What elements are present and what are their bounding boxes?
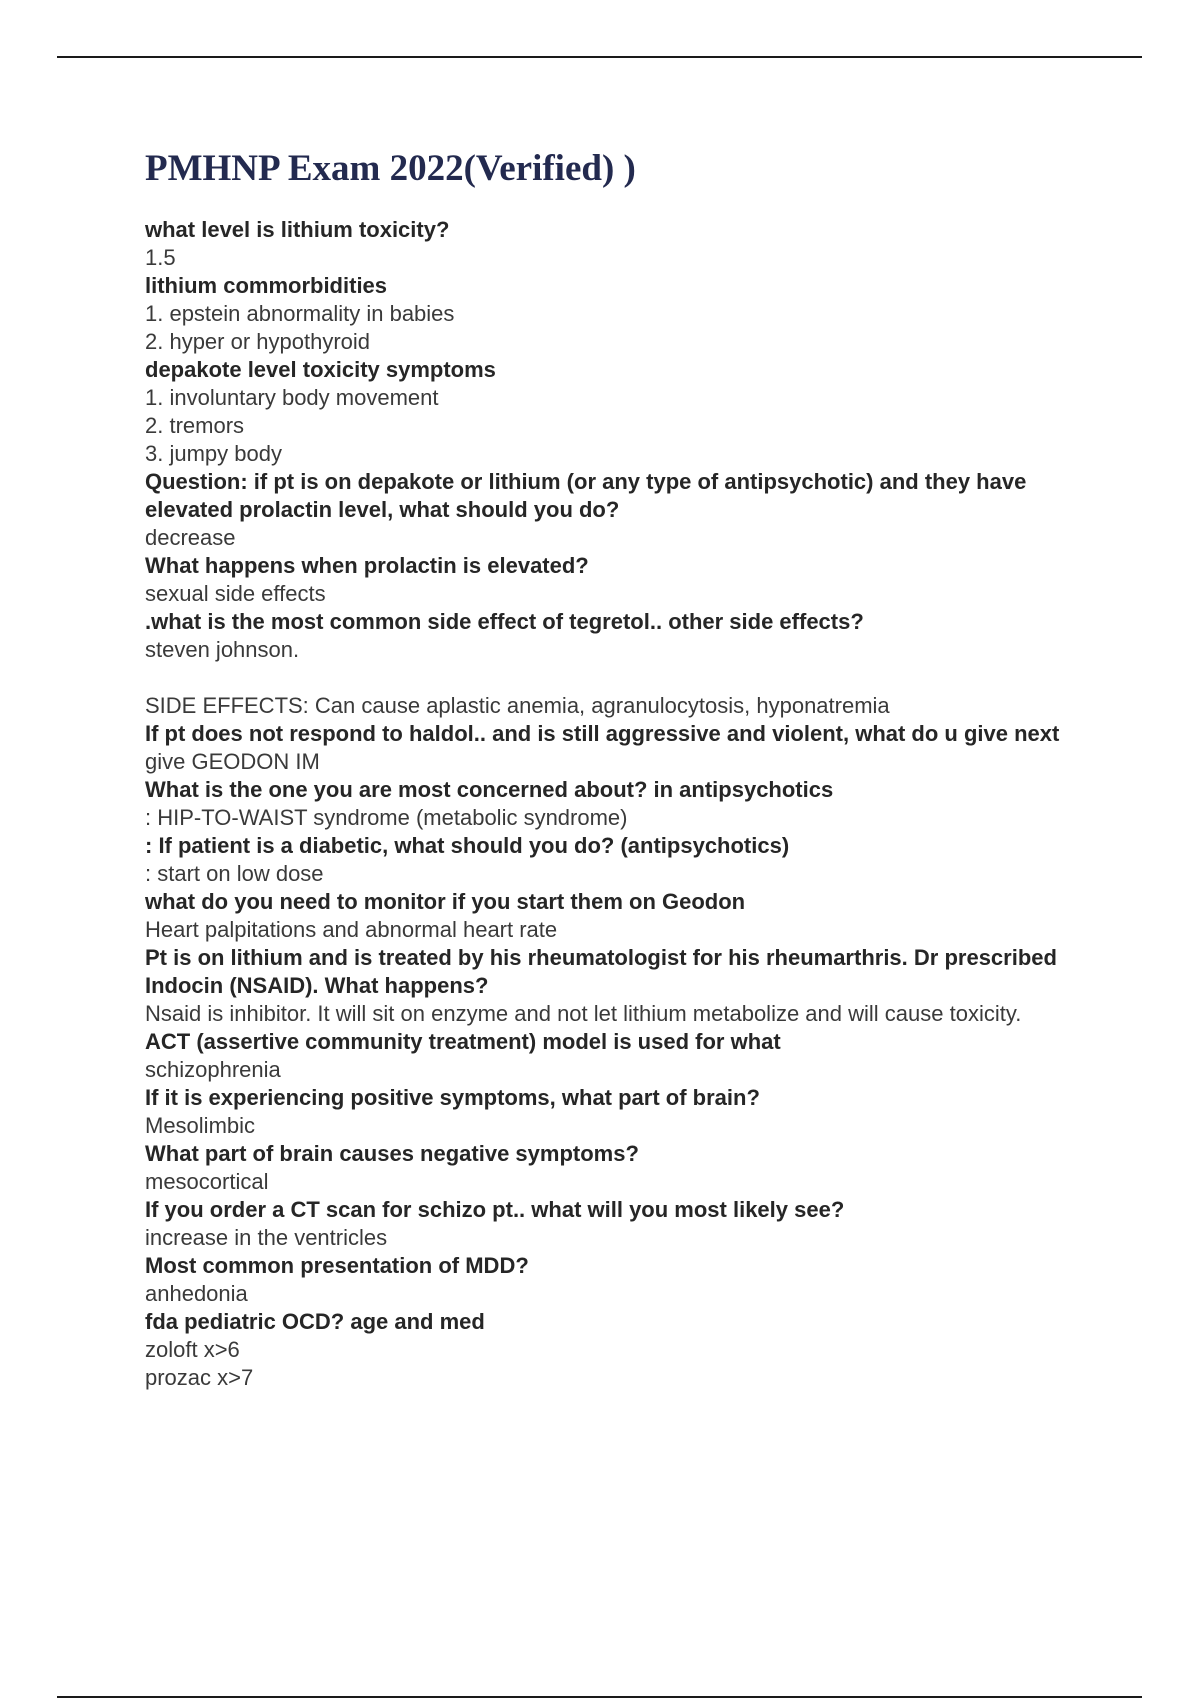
- question-text: What is the one you are most concerned about? in antipsychotics: [145, 777, 834, 802]
- answer-text: 1. involuntary body movement: [145, 385, 439, 410]
- answer-text: give GEODON IM: [145, 749, 320, 774]
- header-rule: [57, 56, 1142, 58]
- answer-text: 2. tremors: [145, 413, 245, 438]
- answer-text: schizophrenia: [145, 1057, 281, 1082]
- question-text: what level is lithium toxicity?: [145, 217, 450, 242]
- answer-text: : start on low dose: [145, 861, 324, 886]
- answer-text: increase in the ventricles: [145, 1225, 388, 1250]
- page-title: PMHNP Exam 2022(Verified) ): [145, 148, 636, 189]
- qa-item: [145, 1252, 1075, 1308]
- answer-text: decrease: [145, 525, 236, 550]
- qa-item: [145, 1028, 1075, 1084]
- blank-line: [145, 664, 1075, 692]
- answer-text: mesocortical: [145, 1169, 269, 1194]
- question-text: depakote level toxicity symptoms: [145, 357, 496, 382]
- question-text: What part of brain causes negative symptoms?: [145, 1141, 639, 1166]
- answer-text: anhedonia: [145, 1281, 248, 1306]
- answer-text: 3. jumpy body: [145, 441, 282, 466]
- qa-item: [145, 776, 1075, 832]
- qa-item: [145, 720, 1075, 776]
- question-text: Most common presentation of MDD?: [145, 1253, 529, 1278]
- answer-text: steven johnson.: [145, 637, 300, 662]
- answer-text: 2. hyper or hypothyroid: [145, 329, 371, 354]
- qa-item: [145, 1140, 1075, 1196]
- question-text: If it is experiencing positive symptoms, what part of brain?: [145, 1085, 760, 1110]
- question-text: If you order a CT scan for schizo pt.. what will you most likely see?: [145, 1197, 845, 1222]
- qa-item: [145, 944, 1075, 1028]
- qa-item: [145, 832, 1075, 888]
- question-text: what do you need to monitor if you start them on Geodon: [145, 889, 746, 914]
- question-text: : If patient is a diabetic, what should you do? (antipsychotics): [145, 833, 790, 858]
- question-text: What happens when prolactin is elevated?: [145, 553, 589, 578]
- qa-item: [145, 356, 1075, 468]
- qa-list: [145, 216, 1075, 1392]
- answer-text: : HIP-TO-WAIST syndrome (metabolic syndrome): [145, 805, 628, 830]
- qa-item: [145, 216, 1075, 272]
- answer-text: prozac x>7: [145, 1365, 254, 1390]
- qa-item: [145, 1196, 1075, 1252]
- footer-rule: [57, 1696, 1142, 1698]
- answer-text: Mesolimbic: [145, 1113, 256, 1138]
- qa-item: [145, 552, 1075, 608]
- qa-item: [145, 272, 1075, 356]
- answer-text: Heart palpitations and abnormal heart rate: [145, 917, 558, 942]
- answer-text: zoloft x>6: [145, 1337, 240, 1362]
- qa-item: [145, 608, 1075, 720]
- question-text: Pt is on lithium and is treated by his rheumatologist for his rheumarthris. Dr prescribed Indocin (NSAID). What happens?: [145, 945, 1057, 998]
- answer-text: 1.5: [145, 245, 176, 270]
- qa-item: [145, 468, 1075, 552]
- answer-text: sexual side effects: [145, 581, 326, 606]
- question-text: lithium commorbidities: [145, 273, 388, 298]
- qa-item: [145, 1084, 1075, 1140]
- question-text: ACT (assertive community treatment) model is used for what: [145, 1029, 781, 1054]
- qa-item: [145, 1308, 1075, 1392]
- answer-text: Nsaid is inhibitor. It will sit on enzyme and not let lithium metabolize and will cause toxicity.: [145, 1001, 1022, 1026]
- question-text: Question: if pt is on depakote or lithium (or any type of antipsychotic) and they have elevated prolactin level, what should you do?: [145, 469, 1027, 522]
- question-text: fda pediatric OCD? age and med: [145, 1309, 485, 1334]
- question-text: .what is the most common side effect of tegretol.. other side effects?: [145, 609, 864, 634]
- answer-text: 1. epstein abnormality in babies: [145, 301, 455, 326]
- answer-text: SIDE EFFECTS: Can cause aplastic anemia, agranulocytosis, hyponatremia: [145, 693, 890, 718]
- question-text: If pt does not respond to haldol.. and is still aggressive and violent, what do u give next: [145, 721, 1060, 746]
- qa-item: [145, 888, 1075, 944]
